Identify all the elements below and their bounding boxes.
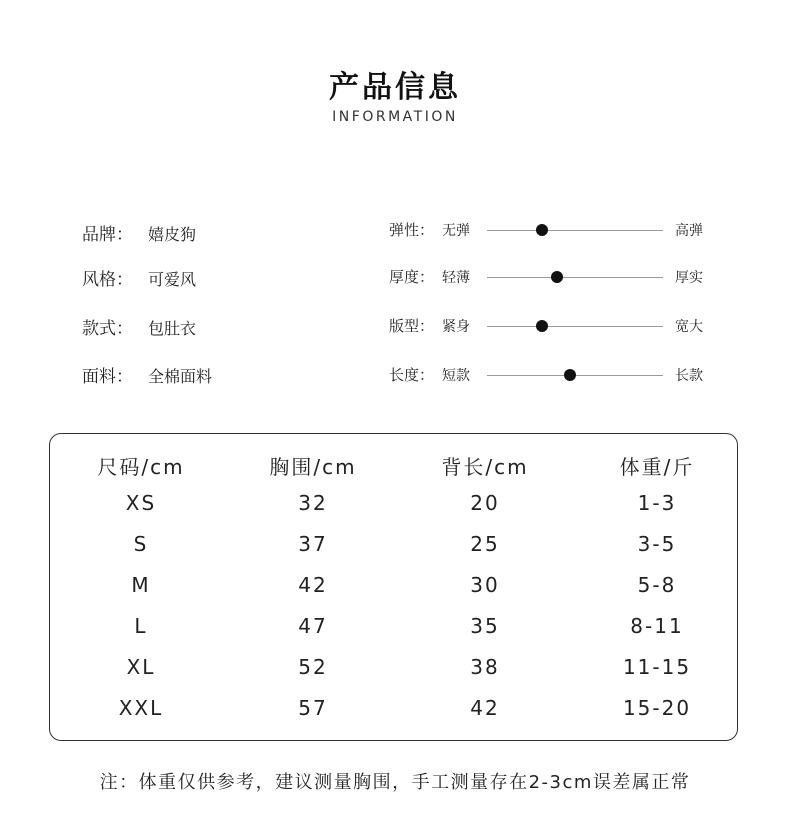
attribute-value: 可爱风 — [148, 270, 197, 289]
scale-label: 版型： — [389, 317, 435, 335]
attribute-value: 嬉皮狗 — [148, 225, 197, 244]
attribute-key: 面料： — [82, 367, 133, 387]
scale-low-label: 紧身 — [442, 319, 470, 335]
table-cell: 3-5 — [637, 532, 677, 556]
table-cell: XS — [125, 491, 157, 515]
scale-label: 弹性： — [389, 221, 435, 239]
attribute-key: 风格： — [82, 270, 133, 290]
scale-low-label: 轻薄 — [442, 270, 470, 286]
attribute-key: 款式： — [82, 319, 133, 339]
scale-elasticity — [389, 219, 719, 243]
footnote: 注：体重仅供参考，建议测量胸围，手工测量存在2-3cm误差属正常 — [99, 772, 691, 793]
attribute-type — [82, 314, 196, 338]
page-title: 产品信息 — [329, 70, 461, 105]
table-cell: S — [133, 532, 149, 556]
table-cell: 57 — [298, 696, 328, 720]
table-cell: 47 — [298, 614, 328, 638]
table-cell: 35 — [470, 614, 500, 638]
scale-high-label: 高弹 — [675, 223, 703, 239]
scale-label: 厚度： — [389, 268, 435, 286]
table-cell: 42 — [470, 696, 500, 720]
attribute-fabric — [82, 362, 212, 386]
table-cell: 1-3 — [637, 491, 677, 515]
scale-fit — [389, 315, 719, 339]
table-cell: 20 — [470, 491, 500, 515]
scale-high-label: 宽大 — [675, 319, 703, 335]
attribute-brand — [82, 220, 196, 244]
scale-indicator — [536, 320, 548, 332]
table-cell: 42 — [298, 573, 328, 597]
table-cell: 37 — [298, 532, 328, 556]
table-cell: 8-11 — [630, 614, 684, 638]
scale-low-label: 无弹 — [442, 223, 470, 239]
scale-track — [487, 230, 663, 231]
attribute-style — [82, 265, 196, 289]
scale-low-label: 短款 — [442, 368, 470, 384]
scale-indicator — [564, 369, 576, 381]
attribute-value: 全棉面料 — [148, 367, 213, 386]
scale-track — [487, 277, 663, 278]
scale-track — [487, 326, 663, 327]
scale-length — [389, 364, 719, 388]
table-header-cell: 胸围/cm — [269, 455, 357, 479]
table-cell: XL — [126, 655, 156, 679]
table-cell: 38 — [470, 655, 500, 679]
scale-indicator — [536, 224, 548, 236]
scale-thickness — [389, 266, 719, 290]
table-cell: 52 — [298, 655, 328, 679]
table-cell: 11-15 — [622, 655, 692, 679]
attribute-value: 包肚衣 — [148, 319, 197, 338]
table-header-cell: 体重/斤 — [619, 455, 695, 479]
table-header-cell: 尺码/cm — [97, 455, 185, 479]
scale-high-label: 长款 — [675, 368, 703, 384]
table-cell: XXL — [118, 696, 164, 720]
table-header-cell: 背长/cm — [441, 455, 529, 479]
table-cell: 32 — [298, 491, 328, 515]
table-cell: 30 — [470, 573, 500, 597]
table-cell: 5-8 — [637, 573, 677, 597]
scale-high-label: 厚实 — [675, 270, 703, 286]
table-cell: 25 — [470, 532, 500, 556]
size-table — [49, 433, 738, 741]
table-cell: L — [134, 614, 148, 638]
page-subtitle: INFORMATION — [332, 109, 458, 125]
table-cell: M — [131, 573, 151, 597]
attribute-key: 品牌： — [82, 225, 133, 245]
scale-label: 长度： — [389, 366, 435, 384]
scale-indicator — [551, 271, 563, 283]
table-cell: 15-20 — [622, 696, 692, 720]
